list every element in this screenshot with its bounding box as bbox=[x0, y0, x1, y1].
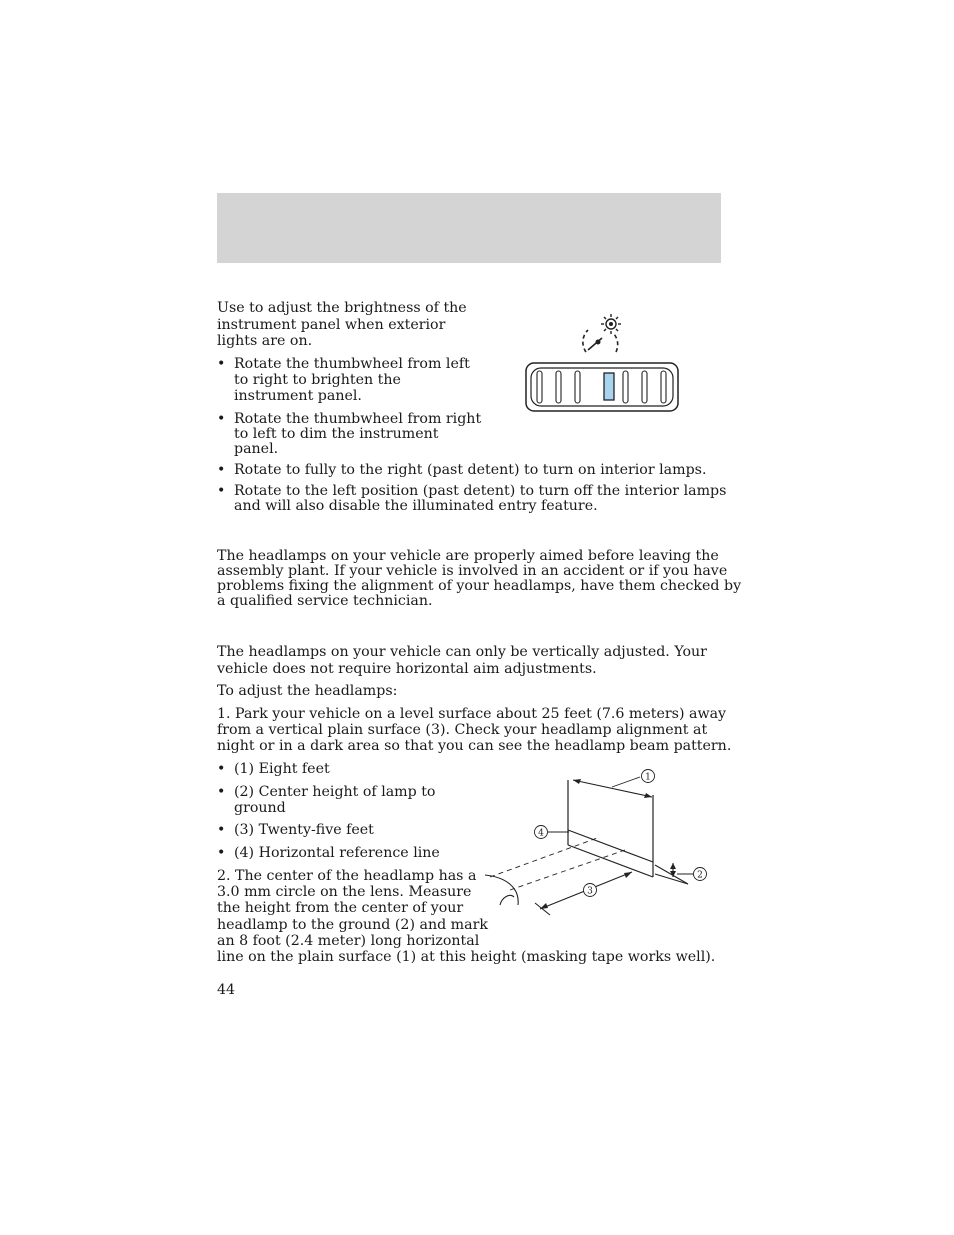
bullet-text: Rotate the thumbwheel from left bbox=[234, 356, 470, 372]
section-header-band bbox=[217, 193, 721, 263]
callout-1: 1 bbox=[645, 772, 651, 783]
step2-line-6: line on the plain surface (1) at this height (masking tape works well). bbox=[217, 949, 716, 965]
bullet-text: ground bbox=[234, 800, 286, 816]
bullet-text: (3) Twenty-five feet bbox=[234, 822, 374, 838]
intro-line-3: lights are on. bbox=[217, 333, 313, 349]
aim-line-1: The headlamps on your vehicle are properly aimed before leaving the bbox=[217, 548, 719, 564]
thumbwheel-illustration bbox=[525, 362, 679, 412]
to-adjust-heading: To adjust the headlamps: bbox=[217, 683, 398, 699]
bullet-text: to left to dim the instrument bbox=[234, 426, 439, 442]
bullet-text: (4) Horizontal reference line bbox=[234, 845, 440, 861]
step2-line-4: headlamp to the ground (2) and mark bbox=[217, 917, 488, 933]
intro-line-2: instrument panel when exterior bbox=[217, 317, 446, 333]
step1-line-1: 1. Park your vehicle on a level surface about 25 feet (7.6 meters) away bbox=[217, 706, 727, 722]
aim-line-3: problems fixing the alignment of your headlamps, have them checked by bbox=[217, 578, 742, 594]
bullet-text: Rotate the thumbwheel from right bbox=[234, 411, 482, 427]
bullet-text: and will also disable the illuminated entry feature. bbox=[234, 498, 598, 514]
aim-line-4: a qualified service technician. bbox=[217, 593, 433, 609]
intro-line-1: Use to adjust the brightness of the bbox=[217, 300, 467, 316]
headlamp-aim-diagram bbox=[480, 765, 710, 925]
step1-line-3: night or in a dark area so that you can see the headlamp beam pattern. bbox=[217, 738, 732, 754]
bullet-marker: • bbox=[217, 845, 226, 861]
bullet-text: Rotate to the left position (past detent) to turn off the interior lamps bbox=[234, 483, 727, 499]
bullet-text: instrument panel. bbox=[234, 388, 362, 404]
page-number: 44 bbox=[217, 982, 236, 998]
bullet-marker: • bbox=[217, 483, 226, 499]
bullet-marker: • bbox=[217, 356, 226, 372]
bullet-text: Rotate to fully to the right (past detent) to turn on interior lamps. bbox=[234, 462, 707, 478]
panel-dimmer-icon bbox=[578, 312, 628, 356]
callout-2: 2 bbox=[697, 870, 703, 881]
bullet-text: (2) Center height of lamp to bbox=[234, 784, 436, 800]
step2-line-2: 3.0 mm circle on the lens. Measure bbox=[217, 884, 472, 900]
step2-line-3: the height from the center of your bbox=[217, 900, 464, 916]
callout-4: 4 bbox=[538, 828, 544, 839]
bullet-marker: • bbox=[217, 411, 226, 427]
bullet-marker: • bbox=[217, 462, 226, 478]
step2-line-5: an 8 foot (2.4 meter) long horizontal bbox=[217, 933, 480, 949]
vertical-line-1: The headlamps on your vehicle can only be vertically adjusted. Your bbox=[217, 644, 707, 660]
thumbwheel-indicator bbox=[604, 373, 614, 400]
vertical-line-2: vehicle does not require horizontal aim adjustments. bbox=[217, 661, 597, 677]
bullet-text: panel. bbox=[234, 441, 279, 457]
step2-line-1: 2. The center of the headlamp has a bbox=[217, 868, 477, 884]
step1-line-2: from a vertical plain surface (3). Check your headlamp alignment at bbox=[217, 722, 708, 738]
bullet-marker: • bbox=[217, 761, 226, 777]
bullet-marker: • bbox=[217, 784, 226, 800]
aim-line-2: assembly plant. If your vehicle is involved in an accident or if you have bbox=[217, 563, 728, 579]
bullet-marker: • bbox=[217, 822, 226, 838]
bullet-text: (1) Eight feet bbox=[234, 761, 330, 777]
bullet-text: to right to brighten the bbox=[234, 372, 401, 388]
callout-3: 3 bbox=[587, 886, 593, 897]
